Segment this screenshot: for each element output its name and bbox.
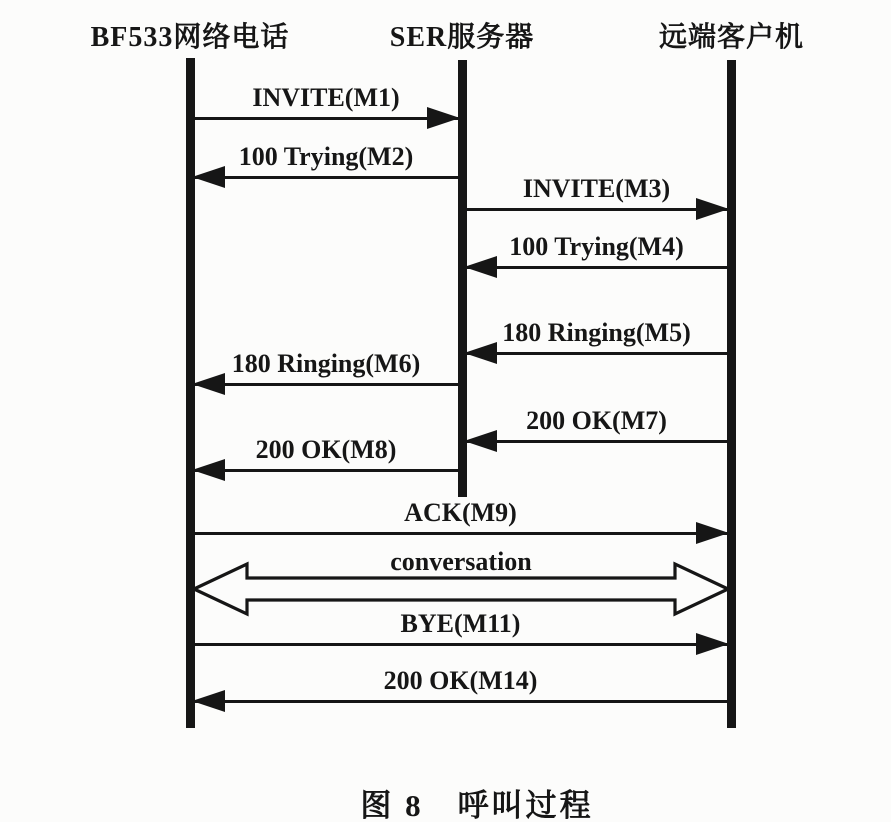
message-line	[466, 352, 727, 355]
message-label: INVITE(M3)	[522, 173, 671, 203]
message-label: 180 Ringing(M6)	[231, 348, 421, 378]
lifeline-remote	[727, 60, 736, 728]
figure-caption: 图 8 呼叫过程	[360, 788, 594, 822]
message	[466, 403, 727, 443]
arrowhead-left-icon	[192, 166, 225, 188]
message	[194, 346, 458, 386]
arrowhead-left-icon	[464, 430, 497, 452]
message-label: 100 Trying(M4)	[509, 231, 684, 261]
message	[194, 606, 727, 646]
message-line	[194, 176, 458, 179]
message	[466, 315, 727, 355]
arrowhead-left-icon	[192, 690, 225, 712]
message-line	[466, 208, 727, 211]
arrowhead-right-icon	[696, 198, 729, 220]
message-label: 180 Ringing(M5)	[502, 317, 691, 347]
message	[194, 80, 458, 120]
arrowhead-left-icon	[464, 256, 497, 278]
arrowhead-left-icon	[192, 373, 225, 395]
arrowhead-left-icon	[192, 459, 225, 481]
message-line	[194, 643, 727, 646]
message	[466, 229, 727, 269]
message-label: conversation	[390, 547, 532, 576]
message	[466, 171, 727, 211]
message-label: 200 OK(M8)	[255, 434, 397, 464]
message-line	[466, 266, 727, 269]
message-line	[194, 532, 727, 535]
actor-label-ser: SER服务器	[389, 22, 535, 53]
arrowhead-left-icon	[464, 342, 497, 364]
message-line	[466, 440, 727, 443]
message-line	[194, 117, 458, 120]
arrowhead-right-icon	[696, 522, 729, 544]
message-label: 200 OK(M7)	[526, 405, 667, 435]
actor-label-bf533: BF533网络电话	[90, 22, 290, 53]
arrowhead-right-icon	[427, 107, 460, 129]
message	[194, 495, 727, 535]
message-label: 200 OK(M14)	[383, 665, 538, 695]
actor-label-remote: 远端客户机	[658, 22, 805, 53]
message-line	[194, 700, 727, 703]
message-line	[194, 383, 458, 386]
message-label: BYE(M11)	[400, 608, 521, 638]
message	[194, 139, 458, 179]
message-label: 100 Trying(M2)	[238, 141, 414, 171]
arrowhead-right-icon	[696, 633, 729, 655]
message	[194, 663, 727, 703]
message	[194, 432, 458, 472]
message-line	[194, 469, 458, 472]
message-label: INVITE(M1)	[252, 82, 400, 112]
message-label: ACK(M9)	[404, 497, 517, 527]
